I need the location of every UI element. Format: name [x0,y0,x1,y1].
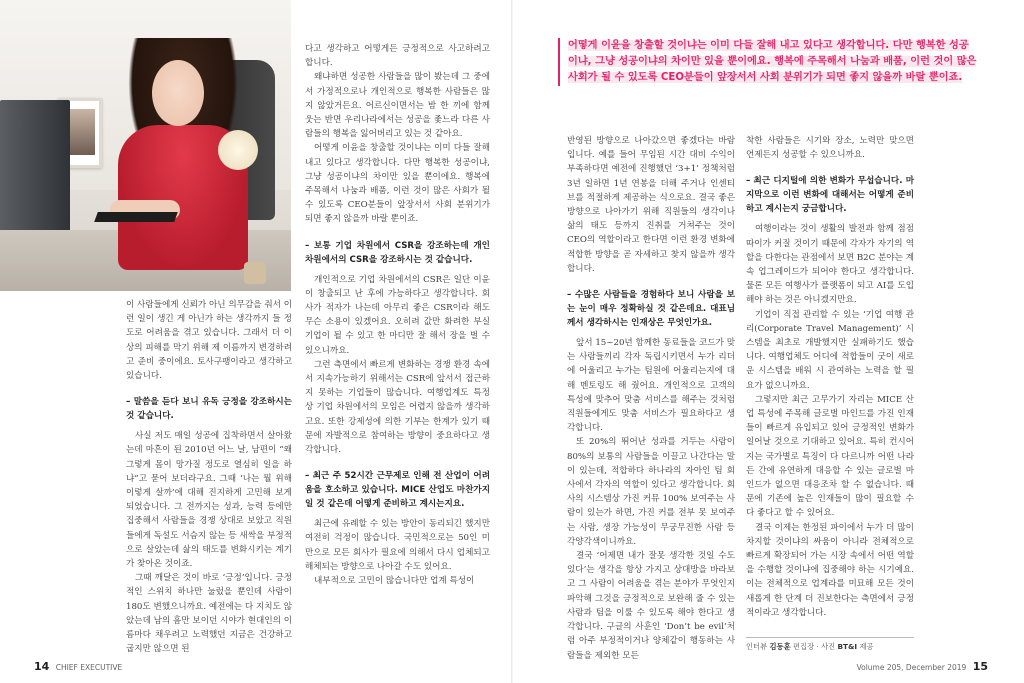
byline-photo-credit: BT&I [837,642,858,651]
question-heading: – 최근 주 52시간 근무제로 인해 전 산업이 어려움을 호소하고 있습니다. MICE 산업도 마찬가지일 것 같은데 어떻게 준비하고 계시는지요. [305,471,490,510]
question-heading: – 최근 디지털에 의한 변화가 무섭습니다. 마지막으로 이런 변화에 대해서는 어떻게 준비하고 계시는지 궁금합니다. [746,176,914,215]
paragraph: 내부적으로 고민이 많습니다만 업계 특성이 [314,576,475,587]
pull-quote [558,38,978,86]
paragraph: 그때 깨달은 것이 바로 ‘긍정’입니다. 긍정적인 스위치 하나만 눌렀을 뿐인데 사람이 180도 변했으니까요. 예전에는 다 지치도 않았는데 남의 흠만 보이던 시야가 현대인의 이름마다 채우려고 노력했던 지금은 건강하고 굽지만 않으면 된 [126,573,292,655]
left-folio [34,660,122,673]
paragraph: 반영된 방향으로 나아갔으면 좋겠다는 바람입니다. 예를 들어 무임된 시간 대비 수익이 부족하다면 예전에 진행했던 ‘3+1’ 정책처럼 3년 일하면 1년 연봉을 더해 주거나 인센티브를 적절하게 제공하는 식으로요. 결국 좋은 방향으로 나아가기 위해 직원들의 생각이나 삶의 태도 등까지 진취를 거쳐주는 것이 CEO의 역할이라고 한다면 이런 환경 변화에 적합한 방향을 곧 자세하고 찾지 않을까 생각합니다. [567,136,735,274]
byline-name: 김동훈 [769,642,791,651]
issue-info: Volume 205, December 2019 [856,663,967,672]
paragraph: 착한 사람들은 시기와 장소, 노력만 맞으면 언제든지 성공할 수 있으니까요. [746,136,914,161]
paragraph: 그런 측면에서 빠르게 변화하는 경쟁 환경 속에서 지속가능하기 위해서는 CSR에 앞서서 접근하지 못하는 기업들이 많습니다. 여행업계도 특정 상 기업 차원에서의 모임은 어렵지 않을까 생각하고요. 또한 강제성에 의한 기부는 한계가 있기 때문에 자발적으로 참여하는 방향이 중요하다고 생각합니다. [305,359,490,456]
text-column-1 [126,298,292,656]
pull-quote-text: 어떻게 이윤을 창출할 것이냐는 이미 다들 잘해 내고 있다고 생각합니다. 다만 행복한 성공이냐, 그냥 성공이냐의 차이만 있을 뿐이에요. 행복에 주목해서 나눔과 배품, 이런 것이 많은 사회가 될 수 있도록 CEO분들이 앞장서서 사회 분위기가 되면 좋지 않을까 바랄 뿐이죠. [568,40,977,83]
paragraph: 기업이 직접 관리할 수 있는 ‘기업 여행 관리(Corporate Travel Management)’ 시스템을 최초로 개발했지만 실패하기도 했습니다. 여행업체도 어디에 적합들이 굿이 새로운 시스템을 배워 시 관여하는 노력을 할 필요가 없으니까요. [746,309,914,391]
page-number-right: 15 [972,660,988,673]
paragraph: 결국 ‘어제면 내가 잘못 생각한 것일 수도 있다’는 생각을 항상 가지고 상대방을 바라보고 그 사람이 어려움을 겪는 분야가 무엇인지 파악해 그것을 긍정적으로 보완해 줄 수 있는 사람과 팀을 이룰 수 있도록 해야 한다고 생각합니다. 구글의 사훈인 ‘Don’t be evil’처럼 아주 부정적이거나 양체같이 행동하는 사람들을 제외한 모든 [567,551,735,661]
author-byline [746,637,914,652]
byline-suffix: 제공 [859,642,874,651]
paragraph: 다고 생각하고 어떻게든 긍정적으로 사고하려고 합니다. [305,44,490,69]
byline-role: 편집장 · 사진 [792,642,836,651]
byline-label: 인터뷰 [746,642,768,651]
right-folio [857,660,988,673]
page-number-left: 14 [34,660,50,673]
question-heading: – 수많은 사람들을 경험하다 보니 사람을 보는 눈이 매우 정확하실 것 같은데요. 대표님께서 생각하시는 인재상은 무엇인가요. [567,290,735,329]
photo-mug [244,262,266,284]
paragraph: 그렇지만 최근 고무가기 자리는 MICE 산업 특성에 주목해 글로벌 마인드를 가진 인재들이 빠르게 유입되고 있어 긍정적인 변화가 일어날 것으로 기대하고 있어요. 특히 컨시어지는 국가별로 특징이 다 다르니까 어떤 나라든 간에 유연하게 대응할 수 있는 글로벌 마인드가 없으면 대응조차 할 수 없습니다. 때문에 기존에 높은 인재들이 많이 필요할 수 다 좋다고 할 수 있어요. [746,394,914,519]
magazine-title: CHIEF EXECUTIVE [55,663,123,672]
paragraph: 앞서 15~20년 함께한 동료들을 코드가 맞는 사람들끼리 각자 독립시키면서 누가 리더에 어울리고 누가는 팀원에 어울리는지에 대해 멘토링도 해 줬어요. 개인적으로 고객의 특성에 맞추어 맞춤 서비스를 해주는 것처럼 직원들에게도 맞춤 서비스가 필요하다고 생각합니다. [567,338,735,434]
paragraph: 사실 저도 매일 성공에 집착하면서 살아왔는데 마흔이 된 2010년 어느 날, 남편이 “왜 그렇게 몸이 망가질 정도로 열심히 일을 하냐”고 묻어 보더라구요. 그때 ‘나는 뭘 위해 이렇게 살까’에 대해 진지하게 고민해 보게 되었습니다. 그 전까지는 성과, 능력 등에만 집중해서 사람들을 경쟁 상대로 보았고 직원들에게 독설도 서슴지 않는 등 새싹을 부정적으로 살았는데 삶의 태도를 변화시키는 계기가 찾아온 것이죠. [126,431,292,570]
portrait-photo [0,0,291,291]
photo-face [152,60,204,126]
paragraph: 어떻게 이윤을 창출할 것이냐는 이미 다들 잘해 내고 있다고 생각합니다. 다만 행복한 성공이냐, 그냥 성공이냐의 차이만 있을 뿐이에요. 행복에 주목해서 나눔과 배품, 이런 것이 많은 사회가 될 수 있도록 CEO분들이 앞장서서 사회 분위기가 되면 좋지 않을까 바랄 뿐이죠. [305,143,490,225]
question-heading: – 말씀을 듣다 보니 유독 긍정을 강조하시는 것 같습니다. [126,397,292,422]
photo-keyboard [94,212,178,222]
paragraph: 이 사람들에게 신뢰가 아닌 의무감을 줘서 이런 일이 생긴 게 아닌가 하는 생각까지 들 정도로 어려움을 겪고 있습니다. 그래서 더 이상의 피해를 막기 위해 제 이름까지 변경하려고 준비 중이에요. 토사구팽이라고 생각하고 있습니다. [126,300,292,382]
text-column-3 [567,134,735,663]
paragraph: 결국 이제는 한정된 파이에서 누가 더 많이 차지할 것이냐의 싸움이 아니라 전체적으로 빠르게 확장되어 가는 시장 속에서 어떤 역할을 수행할 것이냐에 집중해야 하는 시기예요. 이는 전체적으로 업계라를 미묘해 모든 것이 새롭게 한 단계 더 진보한다는 측면에서 긍정적이라고 생각합니다. [746,522,914,618]
paragraph: 최근에 유례할 수 있는 방안이 동리되긴 했지만 여전히 걱정이 많습니다. 국민적으로는 50인 미만으로 모든 회사가 필요에 의해서 다시 업체되고 해체되는 방향으로 나아갈 수도 있어요. [305,519,490,572]
paragraph: 또 20%의 뛰어난 성과를 거두는 사람이 80%의 보통의 사람들을 이끌고 나간다는 말이 있는데, 적합하다 하나라의 자아인 팀 회사에서 각자의 역할이 있다고 생각합니다. 회사의 시스템상 가진 커뮤 100% 보여주는 사람이 있는가 하면, 가진 커를 전부 못 보여주는 사람, 생장 가능성이 무궁무진한 사람 등 각양각색이니까요. [567,437,735,547]
paragraph: 여행이라는 것이 생활의 발전과 함께 점점 따이가 커질 것이기 때문에 각자가 자기의 역할을 다한다는 관점에서 보면 B2C 분야는 계속 업그레이드가 되어야 한다고 생각합니다. 물론 모든 여행사가 플랫폼이 되고 AI를 도입해야 하는 것은 아니겠지만요. [746,224,914,306]
paragraph: 개인적으로 기업 차원에서의 CSR은 일단 이윤이 창출되고 난 후에 가능하다고 생각합니다. 회사가 적자가 나는데 아무리 좋은 CSR이라 해도 무슨 소용이 있겠어요. 오히려 값만 화려한 부실기업이 될 수 있고 한 마디만 잘 해서 장을 벌 수 있으니까요. [305,274,490,356]
text-column-4 [746,134,914,620]
paragraph: 왜냐하면 성공한 사람들을 많이 봤는데 그 중에서 가정적으로나 개인적으로 행복한 사람들은 많지 않았거든요. 어르신이면서는 밤 한 끼에 함께 웃는 반면 우리나라에서는 성공을 좇느라 다른 사람들의 행복을 잃어버리고 있는 것 같아요. [305,72,490,140]
text-column-2 [305,42,490,588]
center-gutter [511,0,513,683]
question-heading: – 보통 기업 차원에서 CSR을 강조하는데 개인 차원에서의 CSR을 강조하시는 것 같습니다. [305,240,490,265]
photo-lamp [218,130,258,170]
